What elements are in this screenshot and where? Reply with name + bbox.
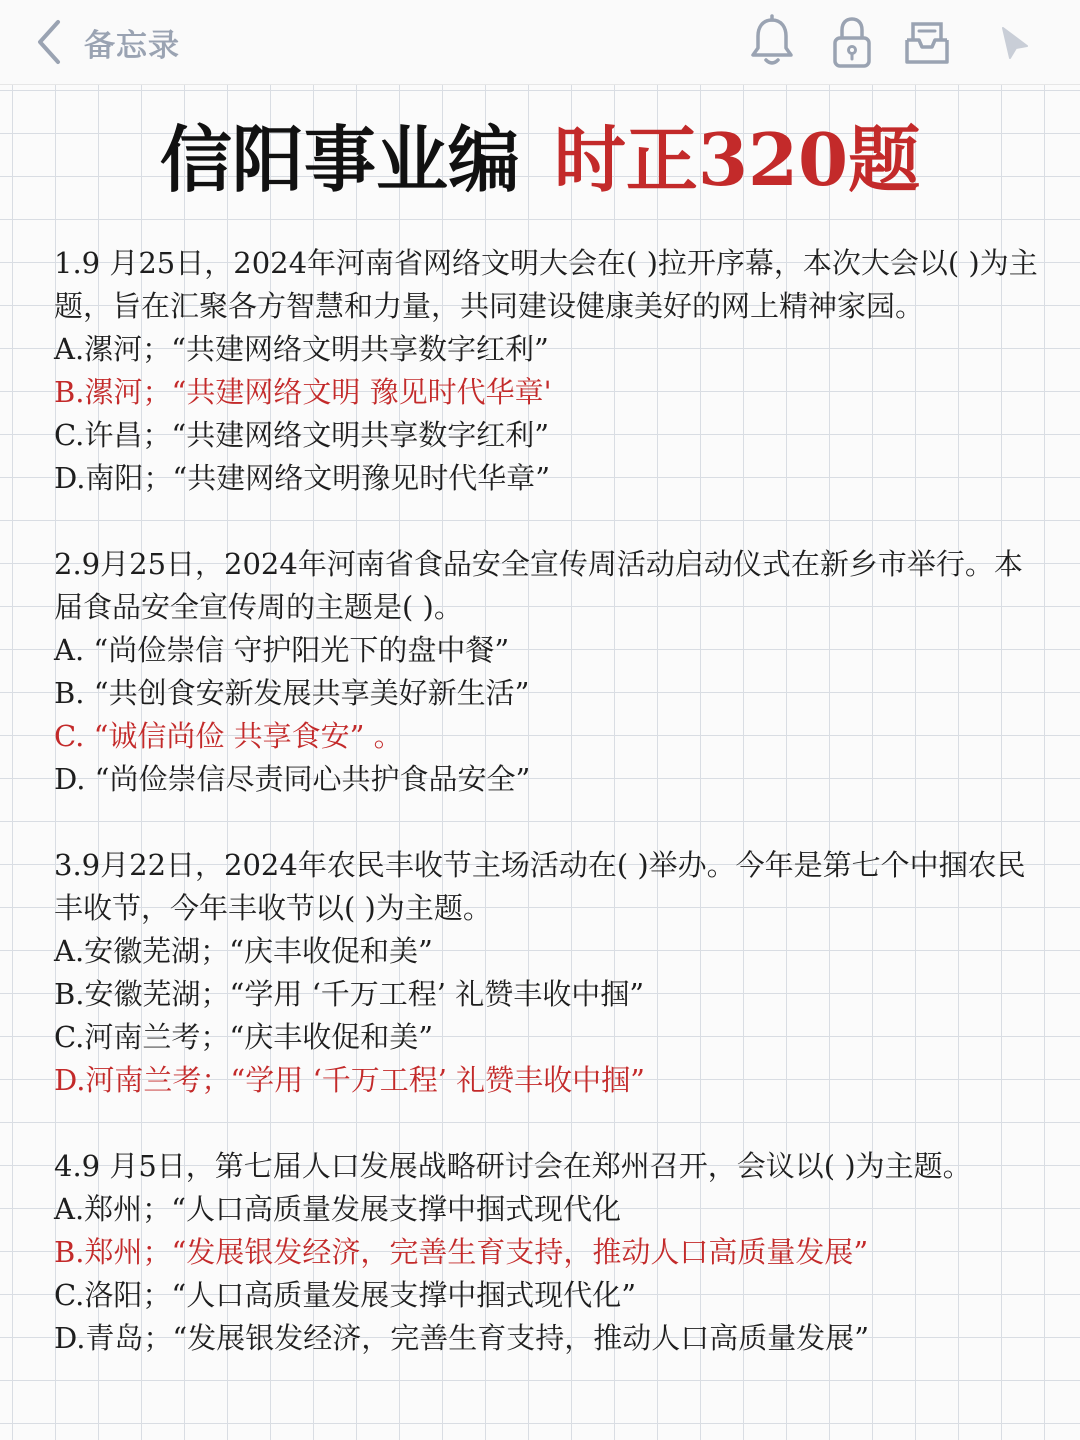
chevron-left-icon bbox=[36, 19, 62, 65]
question-stem: 2.9月25日，2024年河南省食品安全宣传周活动启动仪式在新乡市举行。本届食品安全宣传周的主题是( )。 bbox=[54, 547, 1023, 624]
option-b: B.安徽芜湖；“学用 ‘千万工程’ 礼赞丰收中掴” bbox=[54, 977, 645, 1011]
option-c-answer: C. “诚信尚俭 共享食安” 。 bbox=[54, 719, 403, 753]
title-main: 信阳事业编 bbox=[159, 117, 520, 202]
question-stem: 1.9 月25日，2024年河南省网络文明大会在( )拉开序幕，本次大会以( )为主题，旨在汇聚各方智慧和力量，共同建设健康美好的网上精神家园。 bbox=[54, 246, 1038, 323]
option-b-answer: B.郑州；“发展银发经济，完善生育支持，推动人口高质量发展” bbox=[54, 1235, 869, 1269]
question-3 bbox=[54, 844, 1044, 1102]
option-c: C.许昌；“共建网络文明共享数字红利” bbox=[54, 418, 550, 452]
bell-icon[interactable] bbox=[748, 14, 796, 70]
question-4 bbox=[54, 1145, 1044, 1360]
option-a: A.漯河；“共建网络文明共享数字红利” bbox=[54, 332, 549, 366]
question-stem: 4.9 月5日，第七届人口发展战略研讨会在郑州召开，会议以( )为主题。 bbox=[54, 1149, 972, 1183]
lock-icon[interactable] bbox=[828, 14, 876, 70]
question-stem: 3.9月22日，2024年农民丰收节主场活动在( )举办。今年是第七个中掴农民丰收节，今年丰收节以( )为主题。 bbox=[54, 848, 1026, 925]
option-d: D.南阳；“共建网络文明豫见时代华章” bbox=[54, 461, 551, 495]
question-2 bbox=[54, 543, 1044, 801]
option-a: A. “尚俭崇信 守护阳光下的盘中餐” bbox=[54, 633, 510, 667]
top-toolbar bbox=[0, 0, 1080, 85]
option-d: D. “尚俭崇信尽责同心共护食品安全” bbox=[54, 762, 531, 796]
note-content[interactable] bbox=[54, 242, 1044, 1360]
option-a: A.安徽芜湖；“庆丰收促和美” bbox=[54, 934, 433, 968]
back-button[interactable] bbox=[36, 12, 180, 72]
option-c: C.河南兰考；“庆丰收促和美” bbox=[54, 1020, 434, 1054]
question-1 bbox=[54, 242, 1044, 500]
option-c: C.洛阳；“人口高质量发展支撑中掴式现代化” bbox=[54, 1278, 637, 1312]
title-accent: 时正320题 bbox=[553, 117, 921, 202]
send-icon[interactable] bbox=[998, 14, 1032, 70]
option-d: D.青岛；“发展银发经济，完善生育支持，推动人口高质量发展” bbox=[54, 1321, 870, 1355]
option-d-answer: D.河南兰考；“学用 ‘千万工程’ 礼赞丰收中掴” bbox=[54, 1063, 645, 1097]
inbox-icon[interactable] bbox=[902, 14, 952, 70]
back-label: 备忘录 bbox=[84, 27, 180, 64]
option-b: B. “共创食安新发展共享美好新生活” bbox=[54, 676, 530, 710]
page-title bbox=[0, 112, 1080, 208]
option-a: A.郑州；“人口高质量发展支撑中掴式现代化 bbox=[54, 1192, 621, 1226]
option-b-answer: B.漯河；“共建网络文明 豫见时代华章' bbox=[54, 375, 552, 409]
